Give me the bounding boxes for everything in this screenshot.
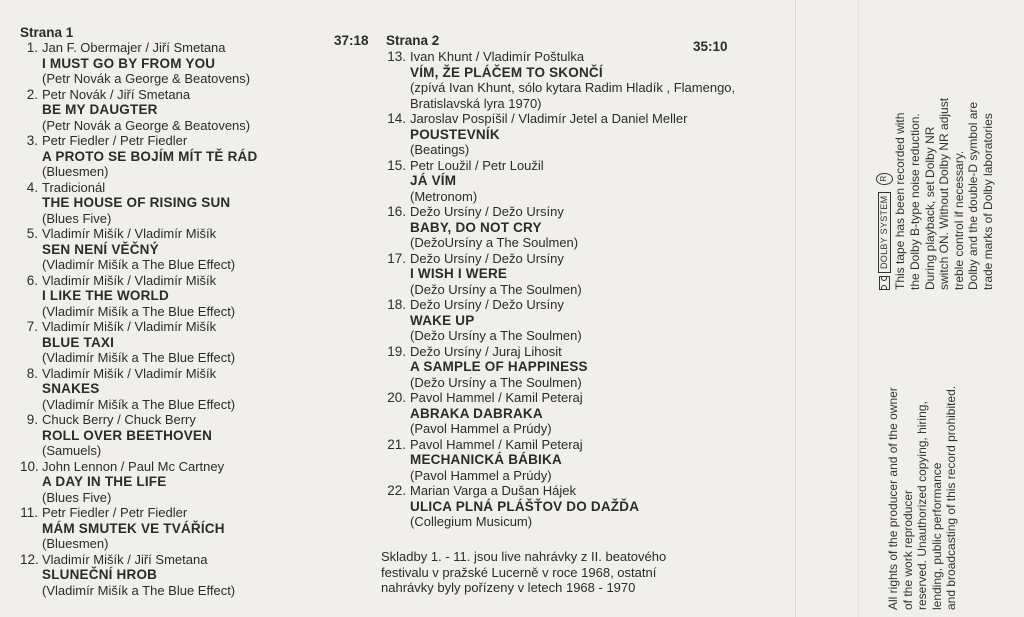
rights-line: reserved. Unauthorized copying, hiring, [915, 401, 930, 610]
track-title: ROLL OVER BEETHOVEN [42, 427, 213, 443]
track-number: 17. [387, 250, 406, 266]
track-authors: Pavol Hammel / Kamil Peteraj [410, 390, 583, 405]
dolby-logo-label: DOLBY SYSTEM [878, 192, 891, 273]
track-artist: (Collegium Musicum) [410, 514, 533, 529]
track-artist: (Dežo Ursíny a The Soulmen) [410, 328, 582, 343]
fold-line [795, 0, 796, 617]
track-artist: (Petr Novák a George & Beatovens) [42, 71, 251, 86]
track-number: 4. [26, 179, 38, 195]
track-number: 14. [387, 111, 406, 126]
dolby-text-line: During playback, set Dolby NR [922, 126, 937, 290]
track-artist: (Vladimír Mišík a The Blue Effect) [42, 303, 236, 319]
track-artist: (Vladimír Mišík a The Blue Effect) [42, 396, 236, 412]
track-item [20, 505, 320, 552]
track-item [20, 552, 320, 599]
track-authors: Vladimír Mišík / Vladimír Mišík [42, 319, 217, 334]
track-authors: Dežo Ursíny / Dežo Ursíny [410, 250, 564, 266]
track-title: A SAMPLE OF HAPPINESS [410, 359, 588, 374]
dolby-text-line: switch ON. Without Dolby NR adjust [937, 97, 952, 290]
rights-notice [886, 386, 959, 610]
track-number: 8. [26, 365, 38, 381]
track-item [386, 158, 766, 205]
track-artist: (Bluesmen) [42, 164, 109, 179]
track-item [386, 251, 766, 298]
track-title: WAKE UP [410, 312, 475, 328]
track-number: 22. [387, 483, 406, 498]
track-authors: Dežo Ursíny / Juraj Lihosit [410, 343, 562, 359]
side1-duration: 37:18 [334, 33, 369, 48]
track-title: MECHANICKÁ BÁBIKA [410, 452, 562, 467]
track-item [386, 297, 766, 344]
track-item [20, 319, 320, 366]
track-authors: John Lennon / Paul Mc Cartney [42, 458, 225, 474]
track-number: 21. [387, 436, 406, 452]
dolby-logo-row [876, 98, 893, 290]
note-line: nahrávky byly pořízeny v letech 1968 - 1970 [381, 580, 636, 595]
side2-duration: 35:10 [693, 39, 728, 54]
track-authors: Chuck Berry / Chuck Berry [42, 412, 196, 427]
track-title: SEN NENÍ VĚČNÝ [42, 241, 159, 257]
dolby-text-line: treble control if necessary. [951, 150, 966, 290]
track-artist: (Bluesmen) [42, 536, 109, 551]
double-d-icon [879, 276, 890, 290]
track-title: I MUST GO BY FROM YOU [42, 55, 216, 71]
track-artist: (Dežo Ursíny a The Soulmen) [410, 374, 582, 390]
track-artist: (Vladimír Mišík a The Blue Effect) [42, 582, 236, 598]
track-item [386, 437, 766, 484]
dolby-logo [876, 173, 893, 290]
track-title: I LIKE THE WORLD [42, 288, 169, 303]
track-authors: Marian Varga a Dušan Hájek [410, 483, 576, 498]
track-item [20, 412, 320, 459]
track-number: 3. [26, 133, 38, 148]
track-item [20, 366, 320, 413]
track-number: 13. [387, 49, 406, 64]
track-title: BABY, DO NOT CRY [410, 219, 542, 235]
track-item [20, 87, 320, 134]
track-authors: Petr Loužil / Petr Loužil [410, 157, 544, 173]
rights-line: lending, public performance [929, 462, 944, 610]
dolby-text-line: trade marks of Dolby laboratories [980, 113, 995, 290]
track-title: A PROTO SE BOJÍM MÍT TĚ RÁD [42, 148, 258, 164]
track-authors: Vladimír Mišík / Vladimír Mišík [42, 226, 217, 241]
track-authors: Tradicionál [42, 179, 106, 195]
track-number: 16. [387, 204, 406, 219]
track-item [386, 483, 766, 530]
track-title: BE MY DAUGTER [42, 102, 158, 117]
track-number: 6. [26, 272, 38, 288]
track-authors: Vladimír Mišík / Vladimír Mišík [42, 365, 217, 381]
track-number: 1. [26, 40, 38, 55]
track-item [20, 180, 320, 227]
track-item [386, 111, 766, 158]
track-number: 20. [387, 390, 406, 405]
track-authors: Petr Fiedler / Petr Fiedler [42, 133, 188, 148]
track-artist: (Blues Five) [42, 210, 112, 226]
track-title: JÁ VÍM [410, 173, 457, 188]
track-item [386, 344, 766, 391]
track-artist: (Blues Five) [42, 489, 112, 505]
track-authors: Vladimír Mišík / Vladimír Mišík [42, 272, 217, 288]
track-authors: Petr Fiedler / Petr Fiedler [42, 505, 188, 520]
track-artist: (Dežo Ursíny a The Soulmen) [410, 281, 582, 297]
track-artist: (DežoUrsíny a The Soulmen) [410, 235, 579, 250]
rights-line: and broadcasting of this record prohibited. [944, 385, 959, 610]
track-title: ABRAKA DABRAKA [410, 405, 543, 421]
track-title: ULICA PLNÁ PLÁŠŤOV DO DAŽĎA [410, 498, 640, 514]
track-authors: Ivan Khunt / Vladimír Poštulka [410, 49, 585, 64]
track-item [386, 49, 766, 111]
track-number: 5. [26, 226, 38, 241]
track-item [20, 226, 320, 273]
note-line: Skladby 1. - 11. jsou live nahrávky z II. beatového [381, 549, 667, 564]
track-number: 10. [20, 458, 39, 474]
side2-label: Strana 2 [386, 33, 440, 48]
track-title: SLUNEČNÍ HROB [42, 567, 158, 582]
track-authors: Jaroslav Pospíšil / Vladimír Jetel a Daniel Meller [410, 111, 688, 126]
track-number: 2. [26, 86, 38, 102]
track-number: 18. [387, 297, 406, 312]
track-artist: (Vladimír Mišík a The Blue Effect) [42, 257, 236, 272]
track-authors: Petr Novák / Jiří Smetana [42, 86, 191, 102]
track-artist: (Pavol Hammel a Prúdy) [410, 421, 552, 436]
track-title: POUSTEVNÍK [410, 126, 500, 142]
track-authors: Vladimír Mišík / Jiří Smetana [42, 551, 208, 567]
track-title: SNAKES [42, 381, 100, 396]
track-artist: (zpívá Ivan Khunt, sólo kytara Radim Hladík , Flamengo, Bratislavská lyra 1970) [410, 80, 736, 111]
side2-tracklist [386, 49, 766, 530]
track-item [20, 459, 320, 506]
track-number: 15. [387, 157, 406, 173]
track-authors: Dežo Ursíny / Dežo Ursíny [410, 204, 564, 219]
dolby-text-line: This tape has been recorded with [893, 112, 908, 290]
track-item [20, 273, 320, 320]
rights-line: of the work reproducer [900, 489, 915, 610]
track-title: I WISH I WERE [410, 266, 508, 281]
dolby-text-line: Dolby and the double-D symbol are [966, 101, 981, 290]
side1-tracklist [20, 40, 320, 598]
track-authors: Dežo Ursíny / Dežo Ursíny [410, 297, 564, 312]
track-authors: Jan F. Obermajer / Jiří Smetana [42, 40, 226, 55]
track-artist: (Petr Novák a George & Beatovens) [42, 117, 251, 133]
track-title: MÁM SMUTEK VE TVÁŘÍCH [42, 520, 225, 536]
track-artist: (Vladimír Mišík a The Blue Effect) [42, 350, 236, 365]
rights-line: All rights of the producer and of the owner [886, 387, 900, 610]
note-line: festivalu v pražské Lucerně v roce 1968, ostatní [381, 564, 657, 580]
track-number: 7. [26, 319, 38, 334]
track-item [20, 133, 320, 180]
track-number: 12. [20, 551, 39, 567]
track-artist: (Metronom) [410, 188, 478, 204]
track-artist: (Beatings) [410, 142, 470, 157]
dolby-text-line: the Dolby B-type noise reduction. [907, 113, 922, 290]
track-authors: Pavol Hammel / Kamil Peteraj [410, 436, 583, 452]
track-artist: (Pavol Hammel a Prúdy) [410, 467, 552, 483]
track-item [20, 40, 320, 87]
track-title: VÍM, ŽE PLÁČEM TO SKONČÍ [410, 64, 603, 80]
track-title: THE HOUSE OF RISING SUN [42, 195, 231, 210]
spine-edge-line [858, 0, 859, 617]
track-number: 19. [387, 343, 406, 359]
side1-label: Strana 1 [20, 25, 74, 40]
track-number: 11. [20, 505, 38, 520]
track-item [386, 390, 766, 437]
track-artist: (Samuels) [42, 443, 102, 458]
registered-icon: R [876, 173, 893, 185]
track-number: 9. [26, 412, 38, 427]
track-title: A DAY IN THE LIFE [42, 474, 167, 489]
recording-note [381, 549, 701, 596]
track-title: BLUE TAXI [42, 334, 115, 350]
dolby-notice [876, 98, 996, 290]
track-item [386, 204, 766, 251]
